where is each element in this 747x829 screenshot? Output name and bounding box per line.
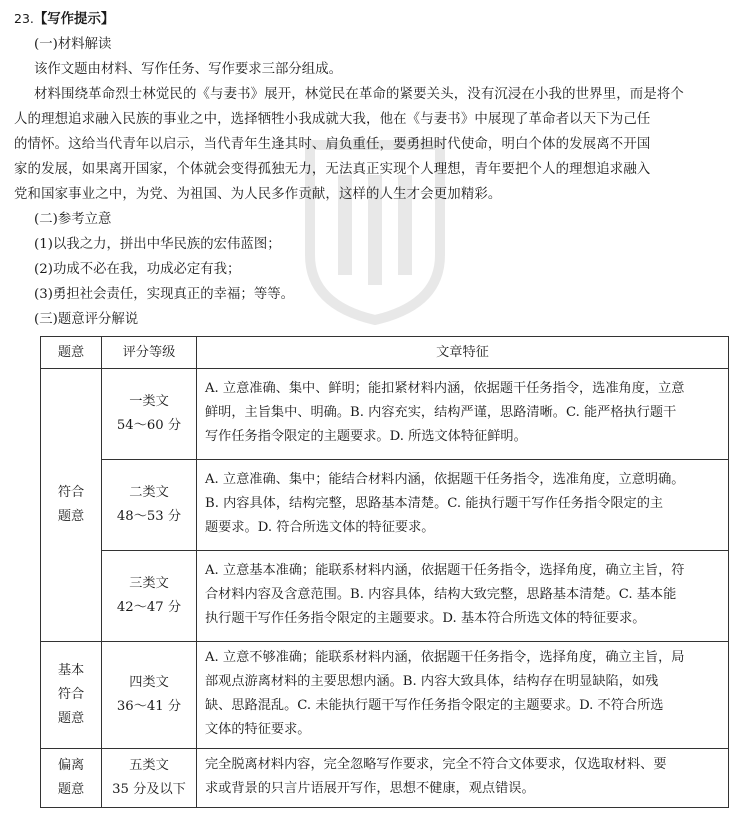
category-cell <box>41 642 102 749</box>
table-row <box>41 460 729 551</box>
table-row <box>41 749 729 808</box>
grade-label: 一类文 <box>129 394 169 409</box>
category-line: 符合 <box>57 485 85 500</box>
feature-line: 执行题干写作任务指令限定的主题要求。D. 基本符合所选文体的特征要求。 <box>205 611 646 626</box>
reference-item-1: (1)以我之力，拼出中华民族的宏伟蓝图； <box>34 237 281 252</box>
feature-line: 鲜明，主旨集中、明确。B. 内容充实，结构严谨，思路清晰。C. 能严格执行题干 <box>205 405 677 420</box>
grade-score: 35 分及以下 <box>112 782 186 797</box>
table-header-row <box>41 337 729 369</box>
section3-title: (三)题意评分解说 <box>34 312 139 327</box>
feature-line: A. 立意不够准确；能联系材料内涵，依据题干任务指令，选择角度，确立主旨，局 <box>205 650 685 665</box>
header-features: 文章特征 <box>197 337 729 369</box>
section1-analysis <box>14 82 732 207</box>
question-number: 23. <box>14 11 34 26</box>
scoring-table <box>40 336 729 808</box>
grade-score: 48～53 分 <box>116 509 182 524</box>
document-body <box>14 6 732 332</box>
grade-cell <box>102 551 197 642</box>
grade-cell <box>102 642 197 749</box>
feature-line: 合材料内容及含意范围。B. 内容具体，结构大致完整，思路基本清楚。C. 基本能 <box>205 587 677 602</box>
feature-line: 缺、思路混乱。C. 未能执行题干写作任务指令限定的主题要求。D. 不符合所选 <box>205 698 664 713</box>
header-topic: 题意 <box>41 337 102 369</box>
analysis-line: 材料围绕革命烈士林觉民的《与妻书》展开，林觉民在革命的紧要关头，没有沉浸在小我的世界里，而是将个 <box>34 87 684 102</box>
question-heading <box>14 6 732 32</box>
category-line: 题意 <box>57 782 85 797</box>
reference-item-3: (3)勇担社会责任，实现真正的幸福；等等。 <box>34 287 294 302</box>
reference-item-2: (2)功成不必在我，功成必定有我； <box>34 262 241 277</box>
feature-cell <box>197 749 729 808</box>
feature-line: A. 立意准确、集中、鲜明；能扣紧材料内涵，依据题干任务指令，选准角度，立意 <box>205 381 685 396</box>
feature-cell <box>197 460 729 551</box>
analysis-line: 的情怀。这给当代青年以启示，当代青年生逢其时、肩负重任，要勇担时代使命，明白个体的发展离不开国 <box>14 137 651 152</box>
category-line: 偏离 <box>57 758 85 773</box>
feature-cell <box>197 642 729 749</box>
table-row <box>41 369 729 460</box>
grade-label: 三类文 <box>129 576 169 591</box>
feature-line: 写作任务指令限定的主题要求。D. 所选文体特征鲜明。 <box>205 429 527 444</box>
grade-cell <box>102 369 197 460</box>
section1-title: (一)材料解读 <box>34 37 112 52</box>
analysis-line: 党和国家事业之中，为党、为祖国、为人民多作贡献，这样的人生才会更加精彩。 <box>14 187 502 202</box>
feature-line: 文体的特征要求。 <box>205 722 311 737</box>
category-cell <box>41 369 102 642</box>
table-row <box>41 551 729 642</box>
category-line: 题意 <box>57 711 85 726</box>
table-row <box>41 642 729 749</box>
feature-line: 完全脱离材料内容，完全忽略写作要求，完全不符合文体要求，仅选取材料、要 <box>205 757 667 772</box>
section1-intro: 该作文题由材料、写作任务、写作要求三部分组成。 <box>34 62 342 77</box>
header-grade: 评分等级 <box>102 337 197 369</box>
question-title: 【写作提示】 <box>33 12 115 27</box>
grade-cell <box>102 460 197 551</box>
feature-line: 部观点游离材料的主要思想内涵。B. 内容大致具体，结构存在明显缺陷，如残 <box>205 674 659 689</box>
grade-label: 五类文 <box>129 758 169 773</box>
feature-line: 题要求。D. 符合所选文体的特征要求。 <box>205 520 435 535</box>
category-line: 题意 <box>57 509 85 524</box>
feature-line: 求或背景的只言片语展开写作，思想不健康，观点错误。 <box>205 781 535 796</box>
feature-line: A. 立意基本准确；能联系材料内涵，依据题干任务指令，选择角度，确立主旨，符 <box>205 563 685 578</box>
feature-line: A. 立意准确、集中；能结合材料内涵，依据题干任务指令，选准角度，立意明确。 <box>205 472 685 487</box>
category-cell <box>41 749 102 808</box>
grade-label: 二类文 <box>129 485 169 500</box>
category-line: 基本 <box>57 663 85 678</box>
analysis-line: 家的发展，如果离开国家，个体就会变得孤独无力，无法真正实现个人理想，青年要把个人的理想追求融入 <box>14 162 651 177</box>
grade-score: 36～41 分 <box>116 699 182 714</box>
feature-cell <box>197 369 729 460</box>
grade-cell <box>102 749 197 808</box>
grade-score: 54～60 分 <box>116 418 182 433</box>
feature-cell <box>197 551 729 642</box>
analysis-line: 人的理想追求融入民族的事业之中，选择牺牲小我成就大我，他在《与妻书》中展现了革命者以天下为己任 <box>14 112 651 127</box>
grade-label: 四类文 <box>129 675 169 690</box>
grade-score: 42～47 分 <box>116 600 182 615</box>
section2-title: (二)参考立意 <box>34 212 112 227</box>
category-line: 符合 <box>57 687 85 702</box>
feature-line: B. 内容具体，结构完整，思路基本清楚。C. 能执行题干写作任务指令限定的主 <box>205 496 664 511</box>
